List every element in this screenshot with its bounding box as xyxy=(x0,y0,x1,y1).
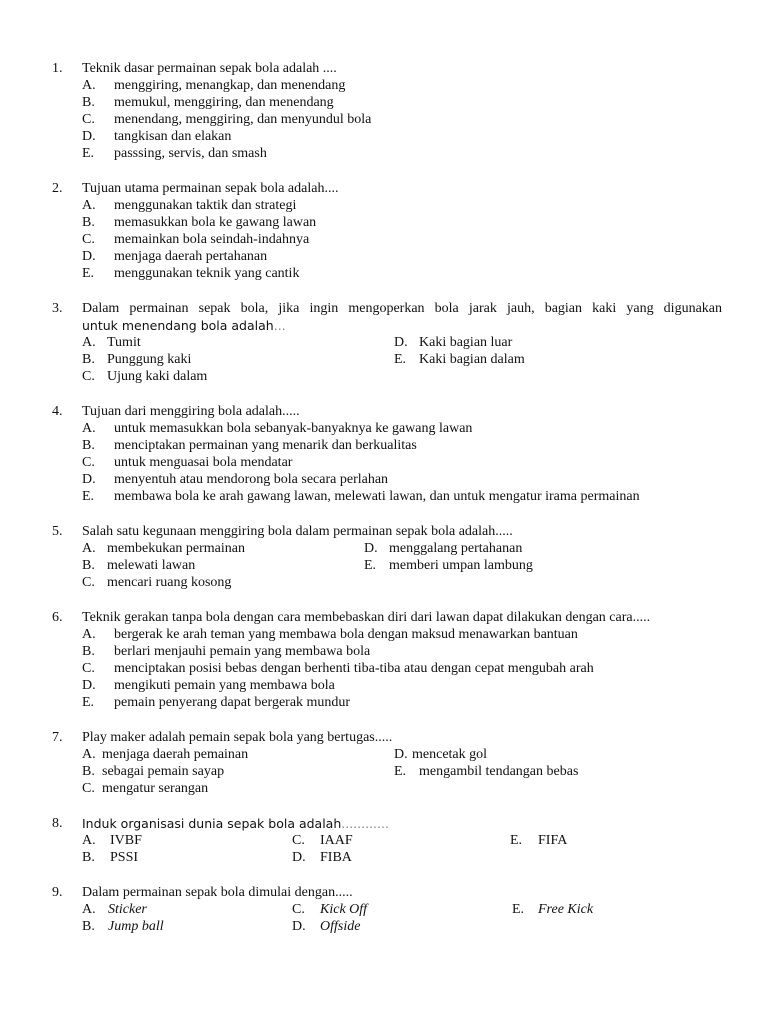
option-letter: C. xyxy=(82,781,95,796)
option-text: Punggung kaki xyxy=(107,352,192,367)
option-row xyxy=(82,849,768,866)
option-list xyxy=(82,77,768,162)
option-letter: C. xyxy=(292,833,305,848)
option-text: memasukkan bola ke gawang lawan xyxy=(114,215,317,230)
option-d[interactable] xyxy=(82,677,768,694)
question-2 xyxy=(0,180,768,282)
question-3 xyxy=(0,300,768,385)
option-row xyxy=(82,901,768,918)
option-letter: C. xyxy=(82,232,95,247)
option-e[interactable] xyxy=(82,265,768,282)
option-row xyxy=(82,918,768,935)
question-text: Dalam permainan sepak bola dimulai dengan..... xyxy=(82,885,353,900)
option-d[interactable] xyxy=(82,248,768,265)
option-text: Offside xyxy=(320,919,361,934)
option-letter: E. xyxy=(82,695,95,710)
option-text: Kick Off xyxy=(320,902,368,917)
option-letter: B. xyxy=(82,95,95,110)
option-text: pemain penyerang dapat bergerak mundur xyxy=(114,695,351,710)
question-6 xyxy=(0,609,768,711)
option-grid xyxy=(82,540,768,591)
option-letter: C. xyxy=(82,575,95,590)
option-letter: C. xyxy=(82,455,95,470)
option-grid xyxy=(82,334,768,385)
option-row xyxy=(82,540,768,557)
option-text: untuk menguasai bola mendatar xyxy=(114,455,293,470)
option-row xyxy=(82,351,768,368)
option-d[interactable] xyxy=(82,128,768,145)
option-text: Tumit xyxy=(107,335,141,350)
option-c[interactable] xyxy=(82,231,768,248)
option-c[interactable] xyxy=(82,660,768,677)
option-row xyxy=(82,780,768,797)
answer-blank-dots: ............ xyxy=(341,816,389,831)
option-letter: B. xyxy=(82,644,95,659)
question-number: 4. xyxy=(52,404,63,419)
question-number: 1. xyxy=(52,61,63,76)
question-text: Tujuan utama permainan sepak bola adalah.... xyxy=(82,181,339,196)
option-letter: A. xyxy=(82,541,96,556)
option-letter: A. xyxy=(82,198,96,213)
option-text: memainkan bola seindah-indahnya xyxy=(114,232,310,247)
option-text: Ujung kaki dalam xyxy=(107,369,208,384)
question-number: 8. xyxy=(52,816,63,831)
option-letter: D. xyxy=(82,678,96,693)
option-b[interactable] xyxy=(82,94,768,111)
option-letter: B. xyxy=(82,215,95,230)
option-e[interactable] xyxy=(82,694,768,711)
option-e[interactable] xyxy=(82,488,768,505)
option-a[interactable] xyxy=(82,626,768,643)
option-row xyxy=(82,832,768,849)
option-text: bergerak ke arah teman yang membawa bola dengan maksud menawarkan bantuan xyxy=(114,627,578,642)
option-letter: B. xyxy=(82,919,95,934)
question-text-line-2-text: untuk menendang bola adalah xyxy=(82,318,274,333)
question-text-line-2 xyxy=(82,317,722,334)
option-letter: C. xyxy=(82,369,95,384)
option-text: IAAF xyxy=(320,833,353,848)
option-letter: D. xyxy=(364,541,378,556)
option-letter: A. xyxy=(82,902,96,917)
option-text: menciptakan permainan yang menarik dan berkualitas xyxy=(114,438,417,453)
question-text xyxy=(82,300,722,334)
option-letter: A. xyxy=(82,421,96,436)
option-text: melewati lawan xyxy=(107,558,196,573)
question-text: Teknik dasar permainan sepak bola adalah .... xyxy=(82,61,337,76)
option-text: Kaki bagian luar xyxy=(419,335,513,350)
option-grid xyxy=(82,832,768,866)
option-letter: D. xyxy=(394,335,408,350)
option-text: Kaki bagian dalam xyxy=(419,352,525,367)
option-letter: D. xyxy=(292,850,306,865)
question-7 xyxy=(0,729,768,797)
option-text: menjaga daerah pemainan xyxy=(102,747,249,762)
option-b[interactable] xyxy=(82,643,768,660)
option-text: menyentuh atau mendorong bola secara perlahan xyxy=(114,472,389,487)
option-letter: D. xyxy=(394,747,408,762)
option-letter: B. xyxy=(82,558,95,573)
option-letter: B. xyxy=(82,850,95,865)
question-5 xyxy=(0,523,768,591)
option-letter: C. xyxy=(82,112,95,127)
option-row xyxy=(82,574,768,591)
question-text: Tujuan dari menggiring bola adalah..... xyxy=(82,404,300,419)
option-text: membekukan permainan xyxy=(107,541,246,556)
option-text: menggunakan teknik yang cantik xyxy=(114,266,300,281)
option-text: mencari ruang kosong xyxy=(107,575,232,590)
option-text: menendang, menggiring, dan menyundul bola xyxy=(114,112,372,127)
option-list xyxy=(82,197,768,282)
option-b[interactable] xyxy=(82,214,768,231)
option-letter: D. xyxy=(82,249,96,264)
option-letter: B. xyxy=(82,764,95,779)
option-letter: A. xyxy=(82,833,96,848)
option-list xyxy=(82,626,768,711)
option-b[interactable] xyxy=(82,437,768,454)
option-a[interactable] xyxy=(82,77,768,94)
option-letter: E. xyxy=(82,146,95,161)
option-e[interactable] xyxy=(82,145,768,162)
option-row xyxy=(82,368,768,385)
option-letter: A. xyxy=(82,78,96,93)
option-letter: C. xyxy=(292,902,305,917)
option-row xyxy=(82,746,768,763)
option-letter: E. xyxy=(394,764,407,779)
option-a[interactable] xyxy=(82,420,768,437)
option-text: menggiring, menangkap, dan menendang xyxy=(114,78,346,93)
option-text: FIFA xyxy=(538,833,568,848)
question-8 xyxy=(0,815,768,866)
question-number: 5. xyxy=(52,524,63,539)
option-letter: B. xyxy=(82,438,95,453)
option-text: IVBF xyxy=(110,833,142,848)
option-text: menggunakan taktik dan strategi xyxy=(114,198,297,213)
question-text-content: Induk organisasi dunia sepak bola adalah xyxy=(82,816,342,831)
option-text: sebagai pemain sayap xyxy=(102,764,225,779)
option-text: memberi umpan lambung xyxy=(389,558,533,573)
option-letter: C. xyxy=(82,661,95,676)
option-text: membawa bola ke arah gawang lawan, melewati lawan, dan untuk mengatur irama permainan xyxy=(114,489,640,504)
exam-page xyxy=(0,60,768,953)
option-text: passsing, servis, dan smash xyxy=(114,146,267,161)
option-text: mengikuti pemain yang membawa bola xyxy=(114,678,335,693)
option-text: memukul, menggiring, dan menendang xyxy=(114,95,334,110)
option-letter: E. xyxy=(510,833,523,848)
option-text: Sticker xyxy=(108,902,147,917)
question-number: 3. xyxy=(52,301,63,316)
option-text: menggalang pertahanan xyxy=(389,541,523,556)
option-text: mengambil tendangan bebas xyxy=(419,764,579,779)
option-letter: E. xyxy=(82,266,95,281)
option-letter: E. xyxy=(394,352,407,367)
option-letter: E. xyxy=(82,489,95,504)
question-4 xyxy=(0,403,768,505)
question-number: 6. xyxy=(52,610,63,625)
answer-blank-dots: ... xyxy=(273,318,286,333)
option-text: mengatur serangan xyxy=(102,781,209,796)
option-letter: A. xyxy=(82,747,96,762)
option-grid xyxy=(82,901,768,935)
question-9 xyxy=(0,884,768,935)
question-text: Teknik gerakan tanpa bola dengan cara membebaskan diri dari lawan dapat dilakukan dengan cara..... xyxy=(82,610,651,625)
option-text: menciptakan posisi bebas dengan berhenti tiba-tiba atau dengan cepat mengubah arah xyxy=(114,661,594,676)
option-row xyxy=(82,557,768,574)
option-row xyxy=(82,763,768,780)
option-text: untuk memasukkan bola sebanyak-banyaknya ke gawang lawan xyxy=(114,421,473,436)
option-letter: D. xyxy=(292,919,306,934)
question-number: 9. xyxy=(52,885,63,900)
option-c[interactable] xyxy=(82,454,768,471)
option-row xyxy=(82,334,768,351)
option-text: tangkisan dan elakan xyxy=(114,129,232,144)
option-letter: B. xyxy=(82,352,95,367)
question-number: 7. xyxy=(52,730,63,745)
option-text: PSSI xyxy=(110,850,139,865)
option-letter: D. xyxy=(82,472,96,487)
question-text xyxy=(82,815,722,832)
option-letter: A. xyxy=(82,627,96,642)
option-text: FIBA xyxy=(320,850,352,865)
option-text: menjaga daerah pertahanan xyxy=(114,249,268,264)
question-number: 2. xyxy=(52,181,63,196)
question-1 xyxy=(0,60,768,162)
option-letter: E. xyxy=(512,902,525,917)
option-d[interactable] xyxy=(82,471,768,488)
question-text: Play maker adalah pemain sepak bola yang bertugas..... xyxy=(82,730,393,745)
option-text: Free Kick xyxy=(538,902,594,917)
option-text: berlari menjauhi pemain yang membawa bola xyxy=(114,644,371,659)
option-text: Jump ball xyxy=(108,919,164,934)
option-letter: E. xyxy=(364,558,377,573)
option-grid xyxy=(82,746,768,797)
option-letter: D. xyxy=(82,129,96,144)
option-list xyxy=(82,420,768,505)
option-c[interactable] xyxy=(82,111,768,128)
option-text: mencetak gol xyxy=(412,747,488,762)
option-letter: A. xyxy=(82,335,96,350)
option-a[interactable] xyxy=(82,197,768,214)
question-text-line-1: Dalam permainan sepak bola, jika ingin mengoperkan bola jarak jauh, bagian kaki yang digunakan xyxy=(82,301,722,316)
question-text: Salah satu kegunaan menggiring bola dalam permainan sepak bola adalah..... xyxy=(82,524,513,539)
